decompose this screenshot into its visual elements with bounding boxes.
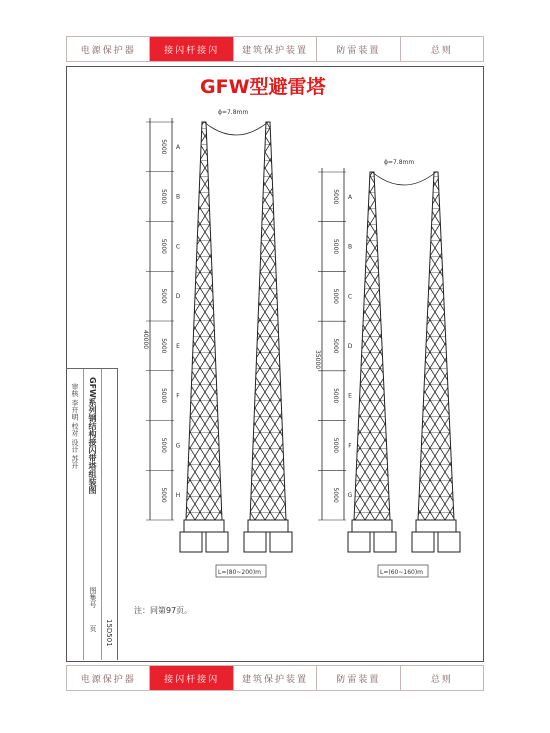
drawing-title: GFW系列钢结构接闪带塔组装图 xyxy=(88,377,97,494)
drawing-note: 注：同第97页。 xyxy=(134,606,193,615)
left-seg-height: 5000 xyxy=(160,188,167,205)
left-seg-height: 5000 xyxy=(160,487,167,503)
left-seg-letter: C xyxy=(175,243,181,251)
right-seg-letter: F xyxy=(348,442,352,450)
left-seg-height: 5000 xyxy=(160,288,167,304)
titleblock-row2: 图集号 xyxy=(89,587,97,608)
segments-left xyxy=(146,122,181,520)
wire-left xyxy=(204,122,268,135)
base-label-right: L=(60~160)m xyxy=(380,569,424,576)
footer-tab-general[interactable]: 总则 xyxy=(430,674,453,685)
wire-label-right: ϕ=7.8mm xyxy=(384,159,415,166)
right-seg-letter: C xyxy=(347,293,353,301)
left-seg-height: 5000 xyxy=(160,387,167,404)
left-seg-height: 5000 xyxy=(160,437,167,454)
wire-label-left: ϕ=7.8mm xyxy=(218,109,249,116)
footer-tab-lightning-device[interactable]: 防雷装置 xyxy=(317,666,400,690)
title-block xyxy=(66,368,118,660)
tower-left-2 xyxy=(244,122,292,552)
left-seg-letter: B xyxy=(175,193,181,201)
titleblock-code: 15D501 xyxy=(105,619,113,647)
left-seg-letter: E xyxy=(176,342,180,350)
tab-building-protection[interactable]: 建筑保护装置 xyxy=(234,37,317,61)
footer-tab-air-terminal[interactable]: 接闪杆接闪 xyxy=(150,666,233,690)
titleblock-row3: 页 xyxy=(89,625,97,632)
left-seg-height: 5000 xyxy=(160,338,167,354)
tab-air-terminal[interactable]: 接闪杆接闪 xyxy=(150,37,233,61)
total-height-left: 40000 xyxy=(142,330,149,350)
left-seg-height: 5000 xyxy=(160,139,167,155)
right-seg-height: 5000 xyxy=(332,189,339,205)
base-label-left: L=(80~200)m xyxy=(218,569,262,576)
right-seg-height: 5000 xyxy=(332,437,339,454)
right-seg-letter: E xyxy=(348,392,352,400)
footer-tab-power-protector[interactable]: 电源保护器 xyxy=(67,666,150,690)
tower-right-1 xyxy=(348,172,396,552)
footer-tab-bar xyxy=(66,665,484,691)
right-seg-letter: A xyxy=(347,193,353,201)
right-seg-height: 5000 xyxy=(332,388,339,404)
tab-general[interactable]: 总则 xyxy=(430,45,453,56)
page-title: GFW型避雷塔 xyxy=(200,76,326,98)
left-seg-height: 5000 xyxy=(160,238,167,255)
tower-left-1 xyxy=(180,122,228,552)
titleblock-row1: 审核 李开明 校对 设计 苏开 xyxy=(71,383,79,469)
right-seg-letter: G xyxy=(347,492,353,500)
right-seg-height: 5000 xyxy=(332,288,339,304)
left-seg-letter: H xyxy=(175,492,181,500)
right-seg-height: 5000 xyxy=(332,338,339,354)
left-seg-letter: F xyxy=(176,392,180,400)
left-seg-letter: A xyxy=(175,143,181,151)
left-seg-letter: G xyxy=(175,442,181,450)
tab-power-protector[interactable]: 电源保护器 xyxy=(67,37,150,61)
right-seg-height: 5000 xyxy=(332,238,339,255)
right-seg-letter: B xyxy=(347,243,353,251)
right-seg-height: 5000 xyxy=(332,487,339,503)
total-height-right: 35000 xyxy=(314,350,321,370)
right-seg-letter: D xyxy=(347,343,353,350)
segments-right xyxy=(318,172,353,520)
footer-tab-building-protection[interactable]: 建筑保护装置 xyxy=(234,666,317,690)
tab-lightning-device[interactable]: 防雷装置 xyxy=(317,37,400,61)
left-seg-letter: D xyxy=(175,293,181,301)
tower-right-2 xyxy=(412,172,460,552)
wire-right xyxy=(372,172,436,185)
